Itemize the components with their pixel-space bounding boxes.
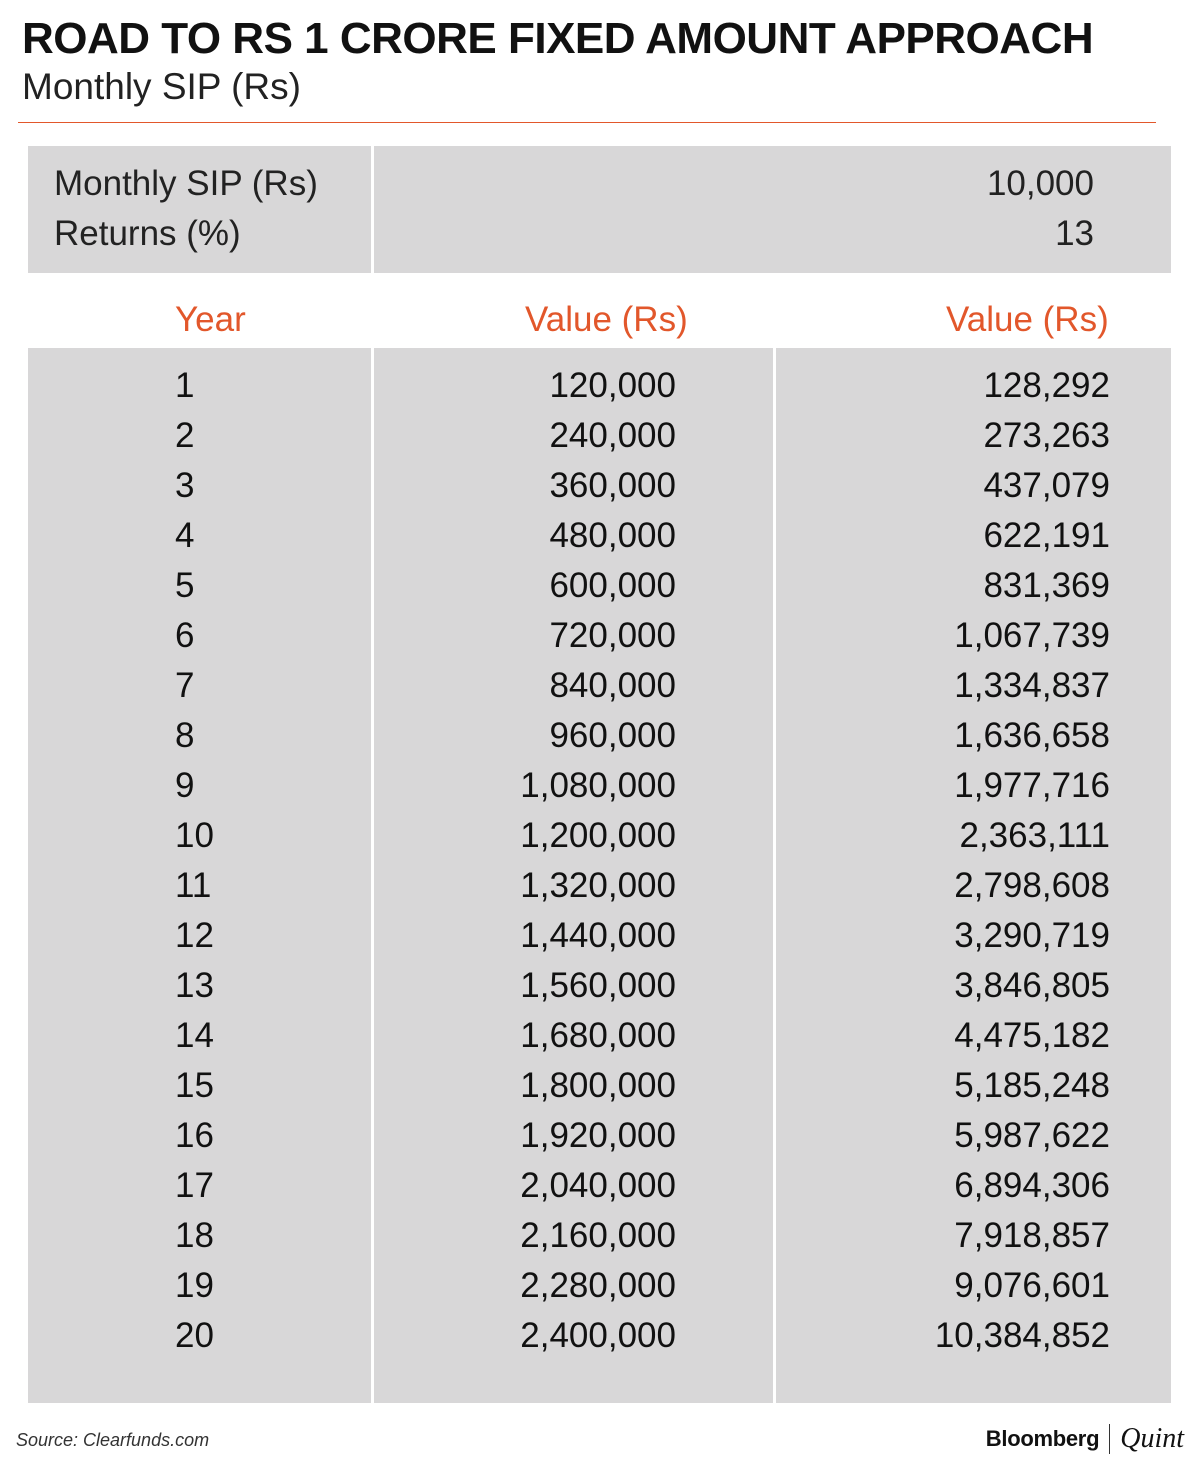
invested-value-cell: 1,080,000 [520,766,676,805]
param-label-returns: Returns (%) [54,214,241,253]
returns-value-cell: 3,846,805 [954,966,1110,1005]
year-cell: 13 [175,966,214,1005]
returns-value-cell: 831,369 [983,566,1110,605]
year-cell: 7 [175,666,195,705]
invested-value-cell: 2,400,000 [520,1316,676,1355]
invested-value-cell: 360,000 [549,466,676,505]
param-value-monthly-sip: 10,000 [986,164,1094,203]
invested-value-cell: 2,280,000 [520,1266,676,1305]
returns-value-cell: 622,191 [983,516,1110,555]
invested-value-cell: 600,000 [549,566,676,605]
year-cell: 17 [175,1166,214,1205]
returns-value-cell: 273,263 [983,416,1110,455]
invested-value-cell: 1,440,000 [520,916,676,955]
brand-logo [986,1422,1184,1456]
year-cell: 10 [175,816,214,855]
year-cell: 18 [175,1216,214,1255]
year-cell: 1 [175,366,195,405]
returns-value-cell: 437,079 [983,466,1110,505]
invested-value-cell: 1,320,000 [520,866,676,905]
year-cell: 3 [175,466,195,505]
brand-separator [1109,1424,1110,1454]
brand-primary: Bloomberg [985,1426,1100,1451]
invested-value-cell: 120,000 [549,366,676,405]
invested-value-cell: 480,000 [549,516,676,555]
year-cell: 20 [175,1316,214,1355]
returns-value-cell: 6,894,306 [954,1166,1110,1205]
param-label-monthly-sip: Monthly SIP (Rs) [54,164,318,203]
returns-value-cell: 128,292 [983,366,1110,405]
invested-value-cell: 240,000 [549,416,676,455]
brand-secondary: Quint [1120,1423,1184,1454]
returns-value-cell: 9,076,601 [954,1266,1110,1305]
year-cell: 16 [175,1116,214,1155]
returns-value-cell: 3,290,719 [954,916,1110,955]
column-header-invested-value: Value (Rs) [525,300,688,339]
returns-value-cell: 1,067,739 [954,616,1110,655]
returns-value-cell: 5,185,248 [954,1066,1110,1105]
chart-subtitle: Monthly SIP (Rs) [22,66,301,107]
year-cell: 12 [175,916,214,955]
invested-value-cell: 840,000 [549,666,676,705]
params-divider [371,146,374,273]
returns-value-cell: 4,475,182 [954,1016,1110,1055]
year-cell: 9 [175,766,195,805]
invested-value-cell: 960,000 [549,716,676,755]
returns-value-cell: 1,636,658 [954,716,1110,755]
year-cell: 19 [175,1266,214,1305]
year-cell: 11 [175,866,212,905]
returns-value-cell: 2,798,608 [954,866,1110,905]
year-cell: 8 [175,716,195,755]
column-header-year: Year [175,300,246,339]
returns-value-cell: 5,987,622 [954,1116,1110,1155]
returns-value-cell: 10,384,852 [934,1316,1110,1355]
table-divider-2 [773,348,776,1403]
invested-value-cell: 2,160,000 [520,1216,676,1255]
year-cell: 15 [175,1066,214,1105]
invested-value-cell: 720,000 [549,616,676,655]
table-divider-1 [371,348,374,1403]
column-header-returns-value: Value (Rs) [946,300,1109,339]
invested-value-cell: 1,920,000 [520,1116,676,1155]
invested-value-cell: 1,800,000 [520,1066,676,1105]
year-cell: 14 [175,1016,214,1055]
returns-value-cell: 1,334,837 [954,666,1110,705]
year-cell: 2 [175,416,195,455]
source-note: Source: Clearfunds.com [16,1430,210,1450]
invested-value-cell: 1,200,000 [520,816,676,855]
returns-value-cell: 1,977,716 [954,766,1110,805]
invested-value-cell: 1,680,000 [520,1016,676,1055]
returns-value-cell: 2,363,111 [959,816,1110,855]
chart-title: ROAD TO RS 1 CRORE FIXED AMOUNT APPROACH [22,14,1094,63]
param-value-returns: 13 [1055,214,1094,253]
year-cell: 6 [175,616,195,655]
title-divider [18,122,1156,123]
invested-value-cell: 2,040,000 [520,1166,676,1205]
year-cell: 4 [175,516,195,555]
invested-value-cell: 1,560,000 [520,966,676,1005]
year-cell: 5 [175,566,195,605]
returns-value-cell: 7,918,857 [954,1216,1110,1255]
